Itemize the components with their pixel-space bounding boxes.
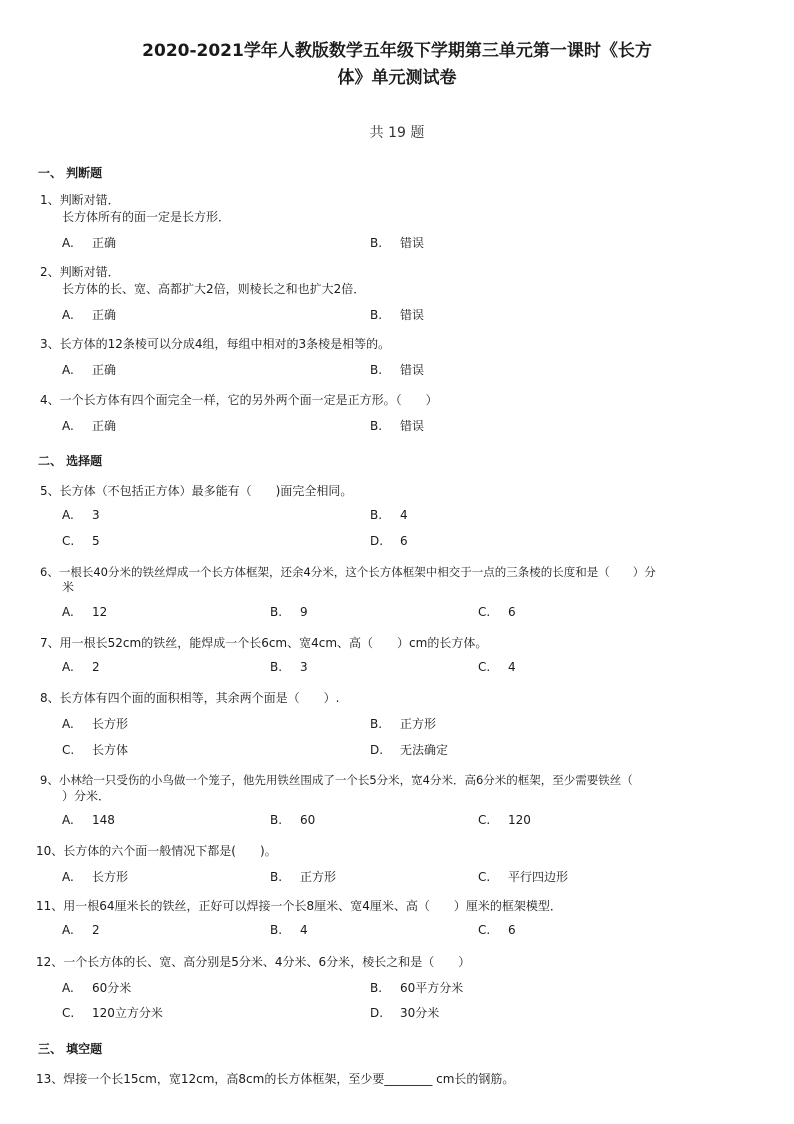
q12-option-a[interactable]: A. 60分米 bbox=[62, 981, 132, 995]
question-text: 一个长方体有四个面完全一样，它的另外两个面一定是正方形。（ ） bbox=[59, 393, 438, 407]
q12-option-c[interactable]: C. 120立方分米 bbox=[62, 1006, 163, 1020]
q9-option-b[interactable]: B. 60 bbox=[270, 813, 316, 827]
question-number: 10、 bbox=[36, 844, 64, 858]
q5-option-d[interactable]: D. 6 bbox=[370, 534, 408, 548]
page-title bbox=[0, 38, 794, 92]
q6-option-c[interactable]: C. 6 bbox=[478, 605, 516, 619]
title-line-2: 体》单元测试卷 bbox=[337, 68, 457, 88]
question-number: 5、 bbox=[40, 484, 60, 498]
question-5 bbox=[40, 483, 740, 500]
question-11 bbox=[36, 898, 736, 915]
q10-option-c[interactable]: C. 平行四边形 bbox=[478, 870, 569, 884]
question-6-subtext: 米 bbox=[62, 580, 75, 594]
question-text: 判断对错． bbox=[59, 265, 120, 279]
question-13 bbox=[36, 1071, 736, 1088]
question-4 bbox=[40, 392, 740, 409]
q1-option-b[interactable]: B. 错误 bbox=[370, 236, 425, 250]
q7-option-b[interactable]: B. 3 bbox=[270, 660, 308, 674]
section-heading-choice: 二、 选择题 bbox=[38, 454, 103, 468]
question-9-subtext: ）分米． bbox=[62, 789, 111, 803]
question-text: 一个长方体的长、宽、高分别是5分米、4分米、6分米，棱长之和是（ ） bbox=[63, 955, 471, 969]
q2-option-b[interactable]: B. 错误 bbox=[370, 308, 425, 322]
q4-option-b[interactable]: B. 错误 bbox=[370, 419, 425, 433]
q11-option-a[interactable]: A. 2 bbox=[62, 923, 100, 937]
question-text: 长方体有四个面的面积相等，其余两个面是（ ）. bbox=[59, 691, 340, 705]
question-number: 11、 bbox=[36, 899, 64, 913]
question-number: 1、 bbox=[40, 193, 60, 207]
question-number: 2、 bbox=[40, 265, 60, 279]
q5-option-c[interactable]: C. 5 bbox=[62, 534, 100, 548]
q7-option-c[interactable]: C. 4 bbox=[478, 660, 516, 674]
question-1-subtext: 长方体所有的面一定是长方形． bbox=[62, 210, 231, 224]
question-10 bbox=[36, 843, 736, 860]
q1-option-a[interactable]: A. 正确 bbox=[62, 236, 117, 250]
question-text: 用一根64厘米长的铁丝，正好可以焊接一个长8厘米、宽4厘米、高（ ）厘米的框架模型． bbox=[63, 899, 562, 913]
q12-option-d[interactable]: D. 30分米 bbox=[370, 1006, 440, 1020]
question-text: 焊接一个长15cm，宽12cm，高8cm的长方体框架，至少要________ cm长的钢筋。 bbox=[63, 1072, 515, 1086]
question-text: 用一根长52cm的铁丝，能焊成一个长6cm、宽4cm、高（ ）cm的长方体。 bbox=[59, 636, 488, 650]
question-text: 小林给一只受伤的小鸟做一个笼子，他先用铁丝围成了一个长5分米，宽4分米．高6分米的框架，至少需要铁丝（ bbox=[58, 773, 633, 787]
q10-option-b[interactable]: B. 正方形 bbox=[270, 870, 337, 884]
question-number: 7、 bbox=[40, 636, 60, 650]
question-9 bbox=[40, 772, 740, 789]
q3-option-b[interactable]: B. 错误 bbox=[370, 363, 425, 377]
q6-option-b[interactable]: B. 9 bbox=[270, 605, 308, 619]
q3-option-a[interactable]: A. 正确 bbox=[62, 363, 117, 377]
question-number: 13、 bbox=[36, 1072, 64, 1086]
question-count: 共 19 题 bbox=[369, 125, 425, 141]
section-heading-judge: 一、 判断题 bbox=[38, 166, 103, 180]
q10-option-a[interactable]: A. 长方形 bbox=[62, 870, 129, 884]
title-line-1: 2020-2021学年人教版数学五年级下学期第三单元第一课时《长方 bbox=[142, 41, 652, 61]
q8-option-b[interactable]: B. 正方形 bbox=[370, 717, 437, 731]
question-number: 12、 bbox=[36, 955, 64, 969]
q8-option-a[interactable]: A. 长方形 bbox=[62, 717, 129, 731]
question-12 bbox=[36, 954, 736, 971]
question-text: 判断对错． bbox=[59, 193, 120, 207]
section-heading-fill: 三、 填空题 bbox=[38, 1042, 103, 1056]
q2-option-a[interactable]: A. 正确 bbox=[62, 308, 117, 322]
question-2 bbox=[40, 264, 740, 281]
question-1 bbox=[40, 192, 740, 209]
question-3 bbox=[40, 336, 740, 353]
question-8 bbox=[40, 690, 740, 707]
question-text: 长方体的12条棱可以分成4组，每组中相对的3条棱是相等的。 bbox=[59, 337, 391, 351]
q9-option-c[interactable]: C. 120 bbox=[478, 813, 531, 827]
question-text: 长方体的六个面一般情况下都是( )。 bbox=[63, 844, 277, 858]
question-2-subtext: 长方体的长、宽、高都扩大2倍，则棱长之和也扩大2倍． bbox=[62, 282, 366, 296]
question-7 bbox=[40, 635, 740, 652]
q8-option-c[interactable]: C. 长方体 bbox=[62, 743, 129, 757]
q7-option-a[interactable]: A. 2 bbox=[62, 660, 100, 674]
question-number: 4、 bbox=[40, 393, 60, 407]
question-number: 8、 bbox=[40, 691, 60, 705]
q6-option-a[interactable]: A. 12 bbox=[62, 605, 108, 619]
q4-option-a[interactable]: A. 正确 bbox=[62, 419, 117, 433]
question-number: 9、 bbox=[40, 773, 59, 787]
q11-option-c[interactable]: C. 6 bbox=[478, 923, 516, 937]
q8-option-d[interactable]: D. 无法确定 bbox=[370, 743, 449, 757]
q11-option-b[interactable]: B. 4 bbox=[270, 923, 308, 937]
question-text: 长方体（不包括正方体）最多能有（ )面完全相同。 bbox=[59, 484, 353, 498]
q5-option-b[interactable]: B. 4 bbox=[370, 508, 408, 522]
question-text: 一根长40分米的铁丝焊成一个长方体框架，还余4分米，这个长方体框架中相交于一点的三条棱的长度和是（ ）分 bbox=[58, 565, 656, 579]
q5-option-a[interactable]: A. 3 bbox=[62, 508, 100, 522]
q9-option-a[interactable]: A. 148 bbox=[62, 813, 115, 827]
question-number: 3、 bbox=[40, 337, 60, 351]
q12-option-b[interactable]: B. 60平方分米 bbox=[370, 981, 464, 995]
question-number: 6、 bbox=[40, 565, 59, 579]
